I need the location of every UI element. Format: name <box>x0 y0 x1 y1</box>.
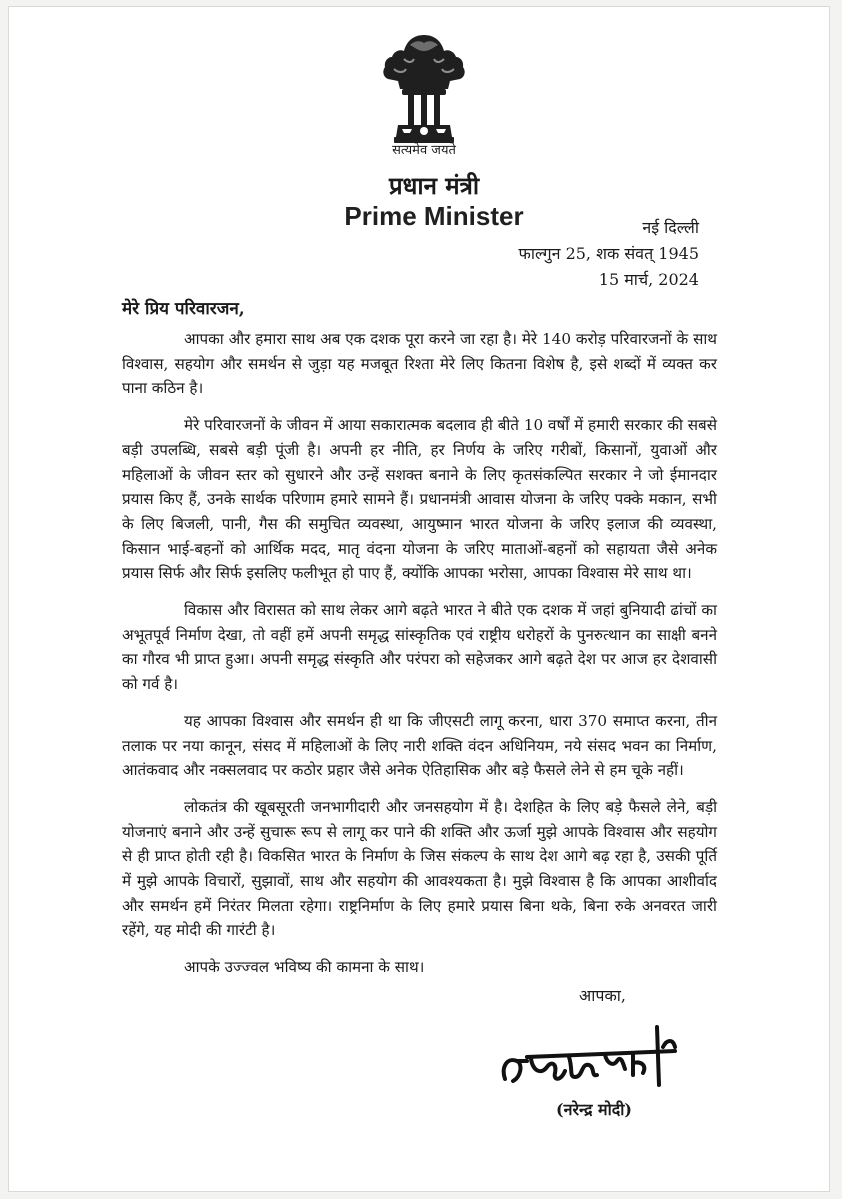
closing: आपका, <box>579 986 626 1005</box>
signatory-name: (नरेन्द्र मोदी) <box>556 1100 632 1119</box>
dateline-gregorian-date: 15 मार्च, 2024 <box>598 270 699 289</box>
signature-image <box>497 1017 687 1097</box>
letter-paragraph: यह आपका विश्वास और समर्थन ही था कि जीएसटी लागू करना, धारा 370 समाप्त करना, तीन तलाक पर नया कानून, संसद में महिलाओं के लिए नारी शक्ति वंदन अधिनियम, नये संसद भवन का निर्माण, आतंकवाद और नक्सलवाद पर कठोर प्रहार जैसे अनेक ऐतिहासिक और बड़े फैसले लेने से हम चूके नहीं। <box>122 711 717 780</box>
dateline <box>518 215 699 293</box>
letter-paragraph: आपका और हमारा साथ अब एक दशक पूरा करने जा रहा है। मेरे 140 करोड़ परिवारजनों के साथ विश्वास, सहयोग और समर्थन से जुड़ा यह मजबूत रिश्ता मेरे लिए कितना विशेष है, इसे शब्दों में व्यक्त कर पाना कठिन है। <box>122 330 717 398</box>
letter-paragraph: मेरे परिवारजनों के जीवन में आया सकारात्मक बदलाव ही बीते 10 वर्षों में हमारी सरकार की सबसे बड़ी उपलब्धि, सबसे बड़ी पूंजी है। अपनी हर नीति, हर निर्णय के जरिए गरीबों, किसानों, युवाओं और महिलाओं के जीवन स्तर को सुधारने और उन्हें सशक्त बनाने के लिए कृतसंकल्पित सरकार ने जो ईमानदार प्रयास किए हैं, उनके सार्थक परिणाम हमारे सामने हैं। प्रधानमंत्री आवास योजना के जरिए पक्के मकान, सभी के लिए बिजली, पानी, गैस की समुचित व्यवस्था, आयुष्मान भारत योजना के जरिए इलाज की व्यवस्था, किसान भाई-बहनों को आर्थिक मदद, मातृ वंदना योजना के जरिए माताओं-बहनों को सहायता जैसे अनेक प्रयास सिर्फ और सिर्फ इसलिए फलीभूत हो पाए हैं, क्योंकि आपका भरोसा, आपका विश्वास मेरे साथ था। <box>122 416 717 583</box>
office-title-hindi: प्रधान मंत्री <box>388 171 480 200</box>
letter-paragraph: आपके उज्ज्वल भविष्य की कामना के साथ। <box>184 958 425 977</box>
letter-paragraph: लोकतंत्र की खूबसूरती जनभागीदारी और जनसहयोग में है। देशहित के लिए बड़े फैसले लेने, बड़ी योजनाएं बनाने और उन्हें सुचारू रूप से लागू कर पाने की शक्ति और ऊर्जा मुझे आपके विश्वास और सहयोग से ही प्राप्त होती रही है। विकसित भारत के निर्माण के जिस संकल्प के साथ देश आगे बढ़ रहा है, उसकी पूर्ति में मुझे आपके विचारों, सुझावों, साथ और सहयोग की आवश्यकता है। मुझे विश्वास है कि आपका आशीर्वाद और समर्थन हमें निरंतर मिलता रहेगा। राष्ट्रनिर्माण के लिए हमारे प्रयास बिना थके, बिना रुके अनवरत जारी रहेंगे, यह मोदी की गारंटी है। <box>122 797 717 940</box>
dateline-saka-date: फाल्गुन 25, शक संवत् 1945 <box>518 244 699 263</box>
office-title-english: Prime Minister <box>344 201 524 231</box>
salutation: मेरे प्रिय परिवारजन, <box>122 299 245 319</box>
national-motto: सत्यमेव जयते <box>392 143 456 158</box>
letter-body <box>122 327 717 992</box>
letter-page <box>8 6 830 1192</box>
letter-paragraph: विकास और विरासत को साथ लेकर आगे बढ़ते भारत ने बीते एक दशक में जहां बुनियादी ढांचों का अभूतपूर्व निर्माण देखा, तो वहीं हमें अपनी समृद्ध सांस्कृतिक एवं राष्ट्रीय धरोहरों के पुनरुत्थान का साक्षी बनने का गौरव भी प्राप्त हुआ। अपनी समृद्ध संस्कृति और परंपरा को सहेजकर आगे बढ़ते देश पर आज हर देशवासी को गर्व है। <box>122 601 717 694</box>
dateline-place: नई दिल्ली <box>642 218 699 237</box>
